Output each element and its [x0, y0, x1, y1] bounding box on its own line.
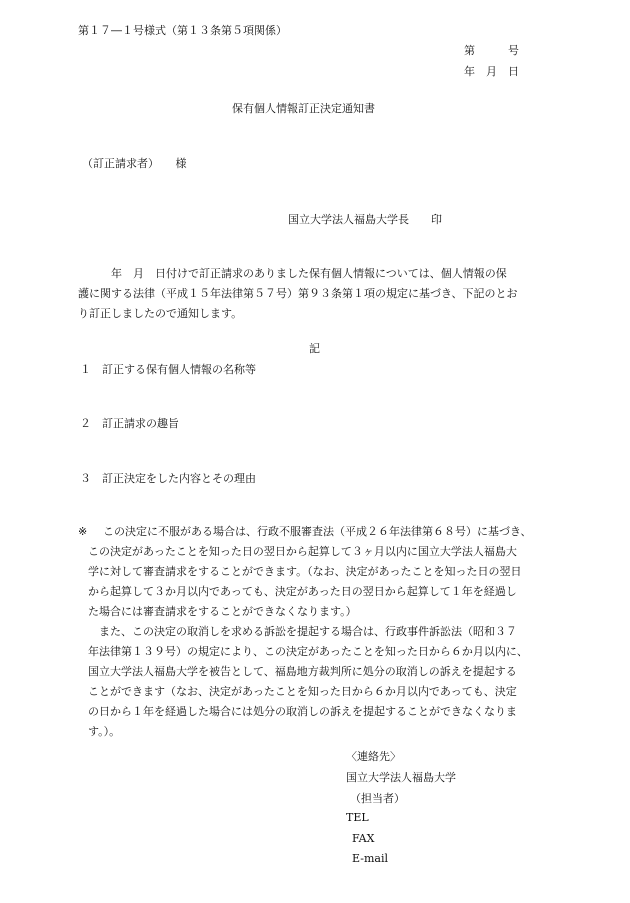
note-paragraph: [88, 542, 528, 742]
note-first-line: [103, 522, 532, 542]
note-line: た場合には審査請求をすることができなくなります。）: [88, 605, 357, 618]
note-line: この決定があったことを知った日の翌日から起算して３ヶ月以内に国立大学法人福島大: [88, 545, 517, 558]
note-line: の日から１年を経過した場合には処分の取消しの訴えを提起することができなくなりま: [88, 705, 517, 718]
note-mark: ※: [78, 525, 88, 538]
body-line: 護に関する法律（平成１５年法律第５７号）第９３条第１項の規定に基づき、下記のとお: [78, 287, 518, 300]
body-line: り訂正しましたので通知します。: [78, 307, 243, 320]
note-line: 学に対して審査請求をすることができます。（なお、決定があったことを知った日の翌日: [88, 565, 522, 578]
contact-heading: 〈連絡先〉: [346, 750, 401, 763]
contact-person: （担当者）: [350, 792, 405, 805]
addressee: （訂正請求者） 様: [82, 157, 187, 170]
item-1: １ 訂正する保有個人情報の名称等: [80, 363, 256, 376]
contact-fax: FAX: [352, 832, 375, 845]
contact-tel: TEL: [346, 811, 369, 824]
contact-email: E-mail: [352, 852, 388, 865]
body-paragraph: [78, 264, 518, 324]
issuer: 国立大学法人福島大学長 印: [288, 213, 442, 226]
note-line: この決定に不服がある場合は、行政不服審査法（平成２６年法律第６８号）に基づき、: [103, 525, 532, 538]
document-number: 第 号: [464, 44, 519, 57]
note-line: から起算して３か月以内であっても、決定があった日の翌日から起算して１年を経過し: [88, 585, 517, 598]
body-line: 年 月 日付けで訂正請求のありました保有個人情報については、個人情報の保: [78, 267, 507, 280]
item-3: ３ 訂正決定をした内容とその理由: [80, 472, 256, 485]
ki-heading: 記: [309, 342, 320, 355]
note-line: す。）。: [88, 725, 121, 738]
note-line: また、この決定の取消しを求める訴訟を提起する場合は、行政事件訴訟法（昭和３７: [88, 625, 517, 638]
item-2: ２ 訂正請求の趣旨: [80, 417, 179, 430]
contact-organization: 国立大学法人福島大学: [346, 771, 456, 784]
note-line: ことができます（なお、決定があったことを知った日から６か月以内であっても、決定: [88, 685, 517, 698]
document-date: 年 月 日: [464, 65, 519, 78]
note-line: 国立大学法人福島大学を被告として、福島地方裁判所に処分の取消しの訴えを提起する: [88, 665, 517, 678]
form-number: 第１７―１号様式（第１３条第５項関係）: [78, 24, 287, 37]
document-title: 保有個人情報訂正決定通知書: [232, 102, 375, 115]
note-line: 年法律第１３９号）の規定により、この決定があったことを知った日から６か月以内に、: [88, 645, 528, 658]
